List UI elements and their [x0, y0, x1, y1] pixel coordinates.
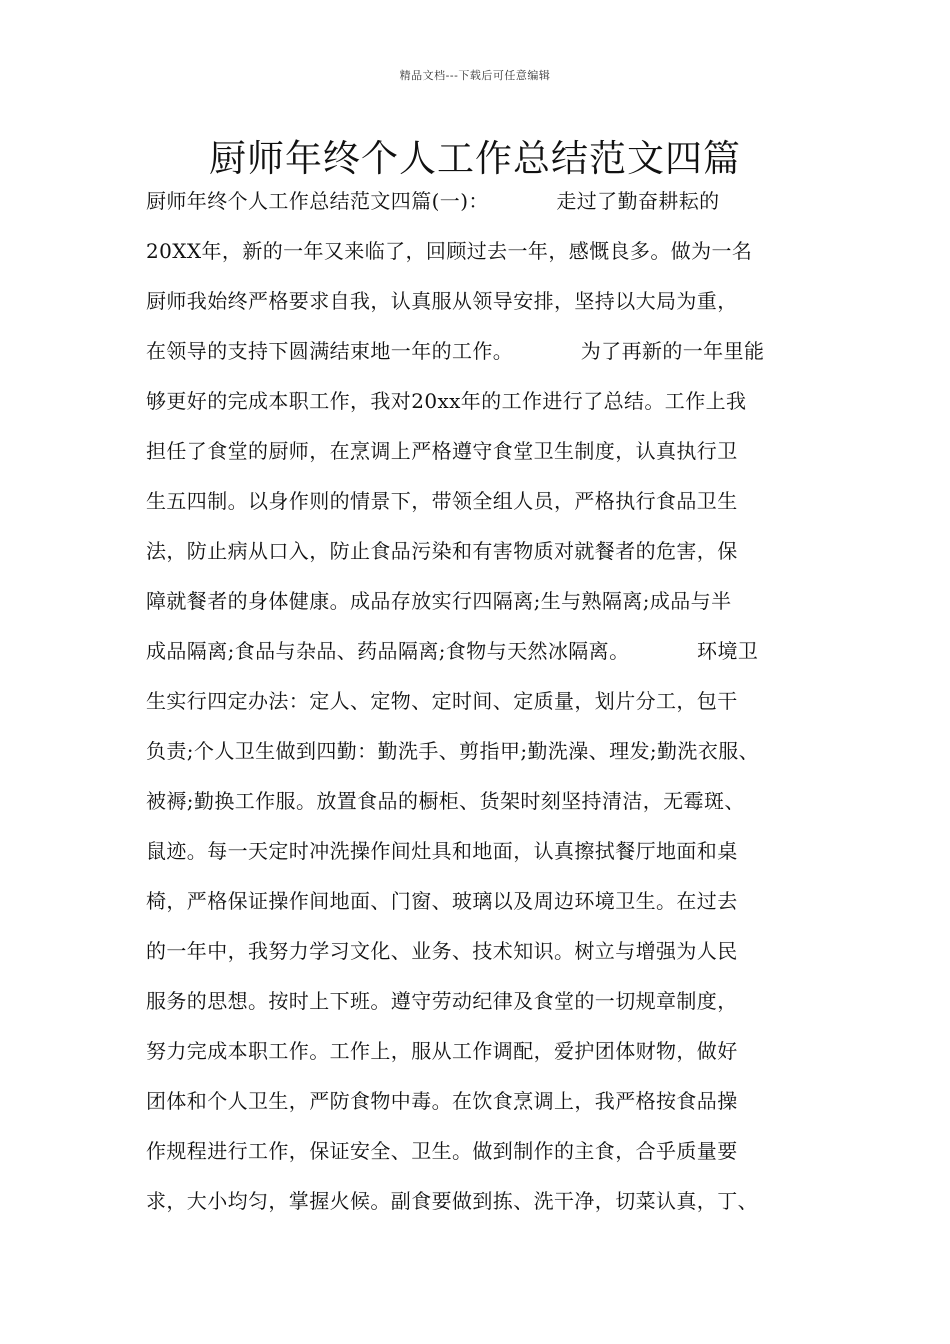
body-line-19: 团体和个人卫生，严防食物中毒。在饮食烹调上，我严格按食品操 — [146, 1089, 738, 1113]
body-line-18: 努力完成本职工作。工作上，服从工作调配，爱护团体财物，做好 — [146, 1039, 738, 1063]
body-line-21: 求，大小均匀，掌握火候。副食要做到拣、洗干净，切菜认真，丁、 — [146, 1189, 758, 1213]
body-text — [146, 180, 836, 1230]
body-line-20: 作规程进行工作，保证安全、卫生。做到制作的主食，合乎质量要 — [146, 1139, 738, 1163]
body-line-3: 厨师我始终严格要求自我，认真服从领导安排，坚持以大局为重， — [146, 289, 738, 313]
body-line-13: 被褥;勤换工作服。放置食品的橱柜、货架时刻坚持清洁，无霉斑、 — [146, 789, 745, 813]
body-line-6: 担任了食堂的厨师，在烹调上严格遵守食堂卫生制度，认真执行卫 — [146, 439, 738, 463]
body-line-7: 生五四制。以身作则的情景下，带领全组人员，严格执行食品卫生 — [146, 489, 738, 513]
body-line-1: 厨师年终个人工作总结范文四篇(一)： 走过了勤奋耕耘的 — [146, 189, 720, 213]
body-line-5: 够更好的完成本职工作，我对20xx年的工作进行了总结。工作上我 — [146, 389, 747, 413]
body-line-4: 在领导的支持下圆满结束地一年的工作。 为了再新的一年里能 — [146, 339, 765, 363]
body-line-10: 成品隔离;食品与杂品、药品隔离;食物与天然冰隔离。 环境卫 — [146, 639, 759, 663]
document-title: 厨师年终个人工作总结范文四篇 — [209, 137, 741, 180]
body-line-16: 的一年中，我努力学习文化、业务、技术知识。树立与增强为人民 — [146, 939, 738, 963]
body-line-8: 法，防止病从口入，防止食品污染和有害物质对就餐者的危害，保 — [146, 539, 738, 563]
body-line-15: 椅，严格保证操作间地面、门窗、玻璃以及周边环境卫生。在过去 — [146, 889, 738, 913]
body-line-17: 服务的思想。按时上下班。遵守劳动纪律及食堂的一切规章制度， — [146, 989, 738, 1013]
body-line-12: 负责;个人卫生做到四勤：勤洗手、剪指甲;勤洗澡、理发;勤洗衣服、 — [146, 739, 760, 763]
body-line-2: 20XX年，新的一年又来临了，回顾过去一年，感慨良多。做为一名 — [146, 239, 753, 263]
body-line-11: 生实行四定办法：定人、定物、定时间、定质量，划片分工，包干 — [146, 689, 738, 713]
body-line-9: 障就餐者的身体健康。成品存放实行四隔离;生与熟隔离;成品与半 — [146, 589, 732, 613]
body-line-14: 鼠迹。每一天定时冲洗操作间灶具和地面，认真擦拭餐厅地面和桌 — [146, 839, 738, 863]
header-note: 精品文档---下载后可任意编辑 — [399, 69, 551, 82]
